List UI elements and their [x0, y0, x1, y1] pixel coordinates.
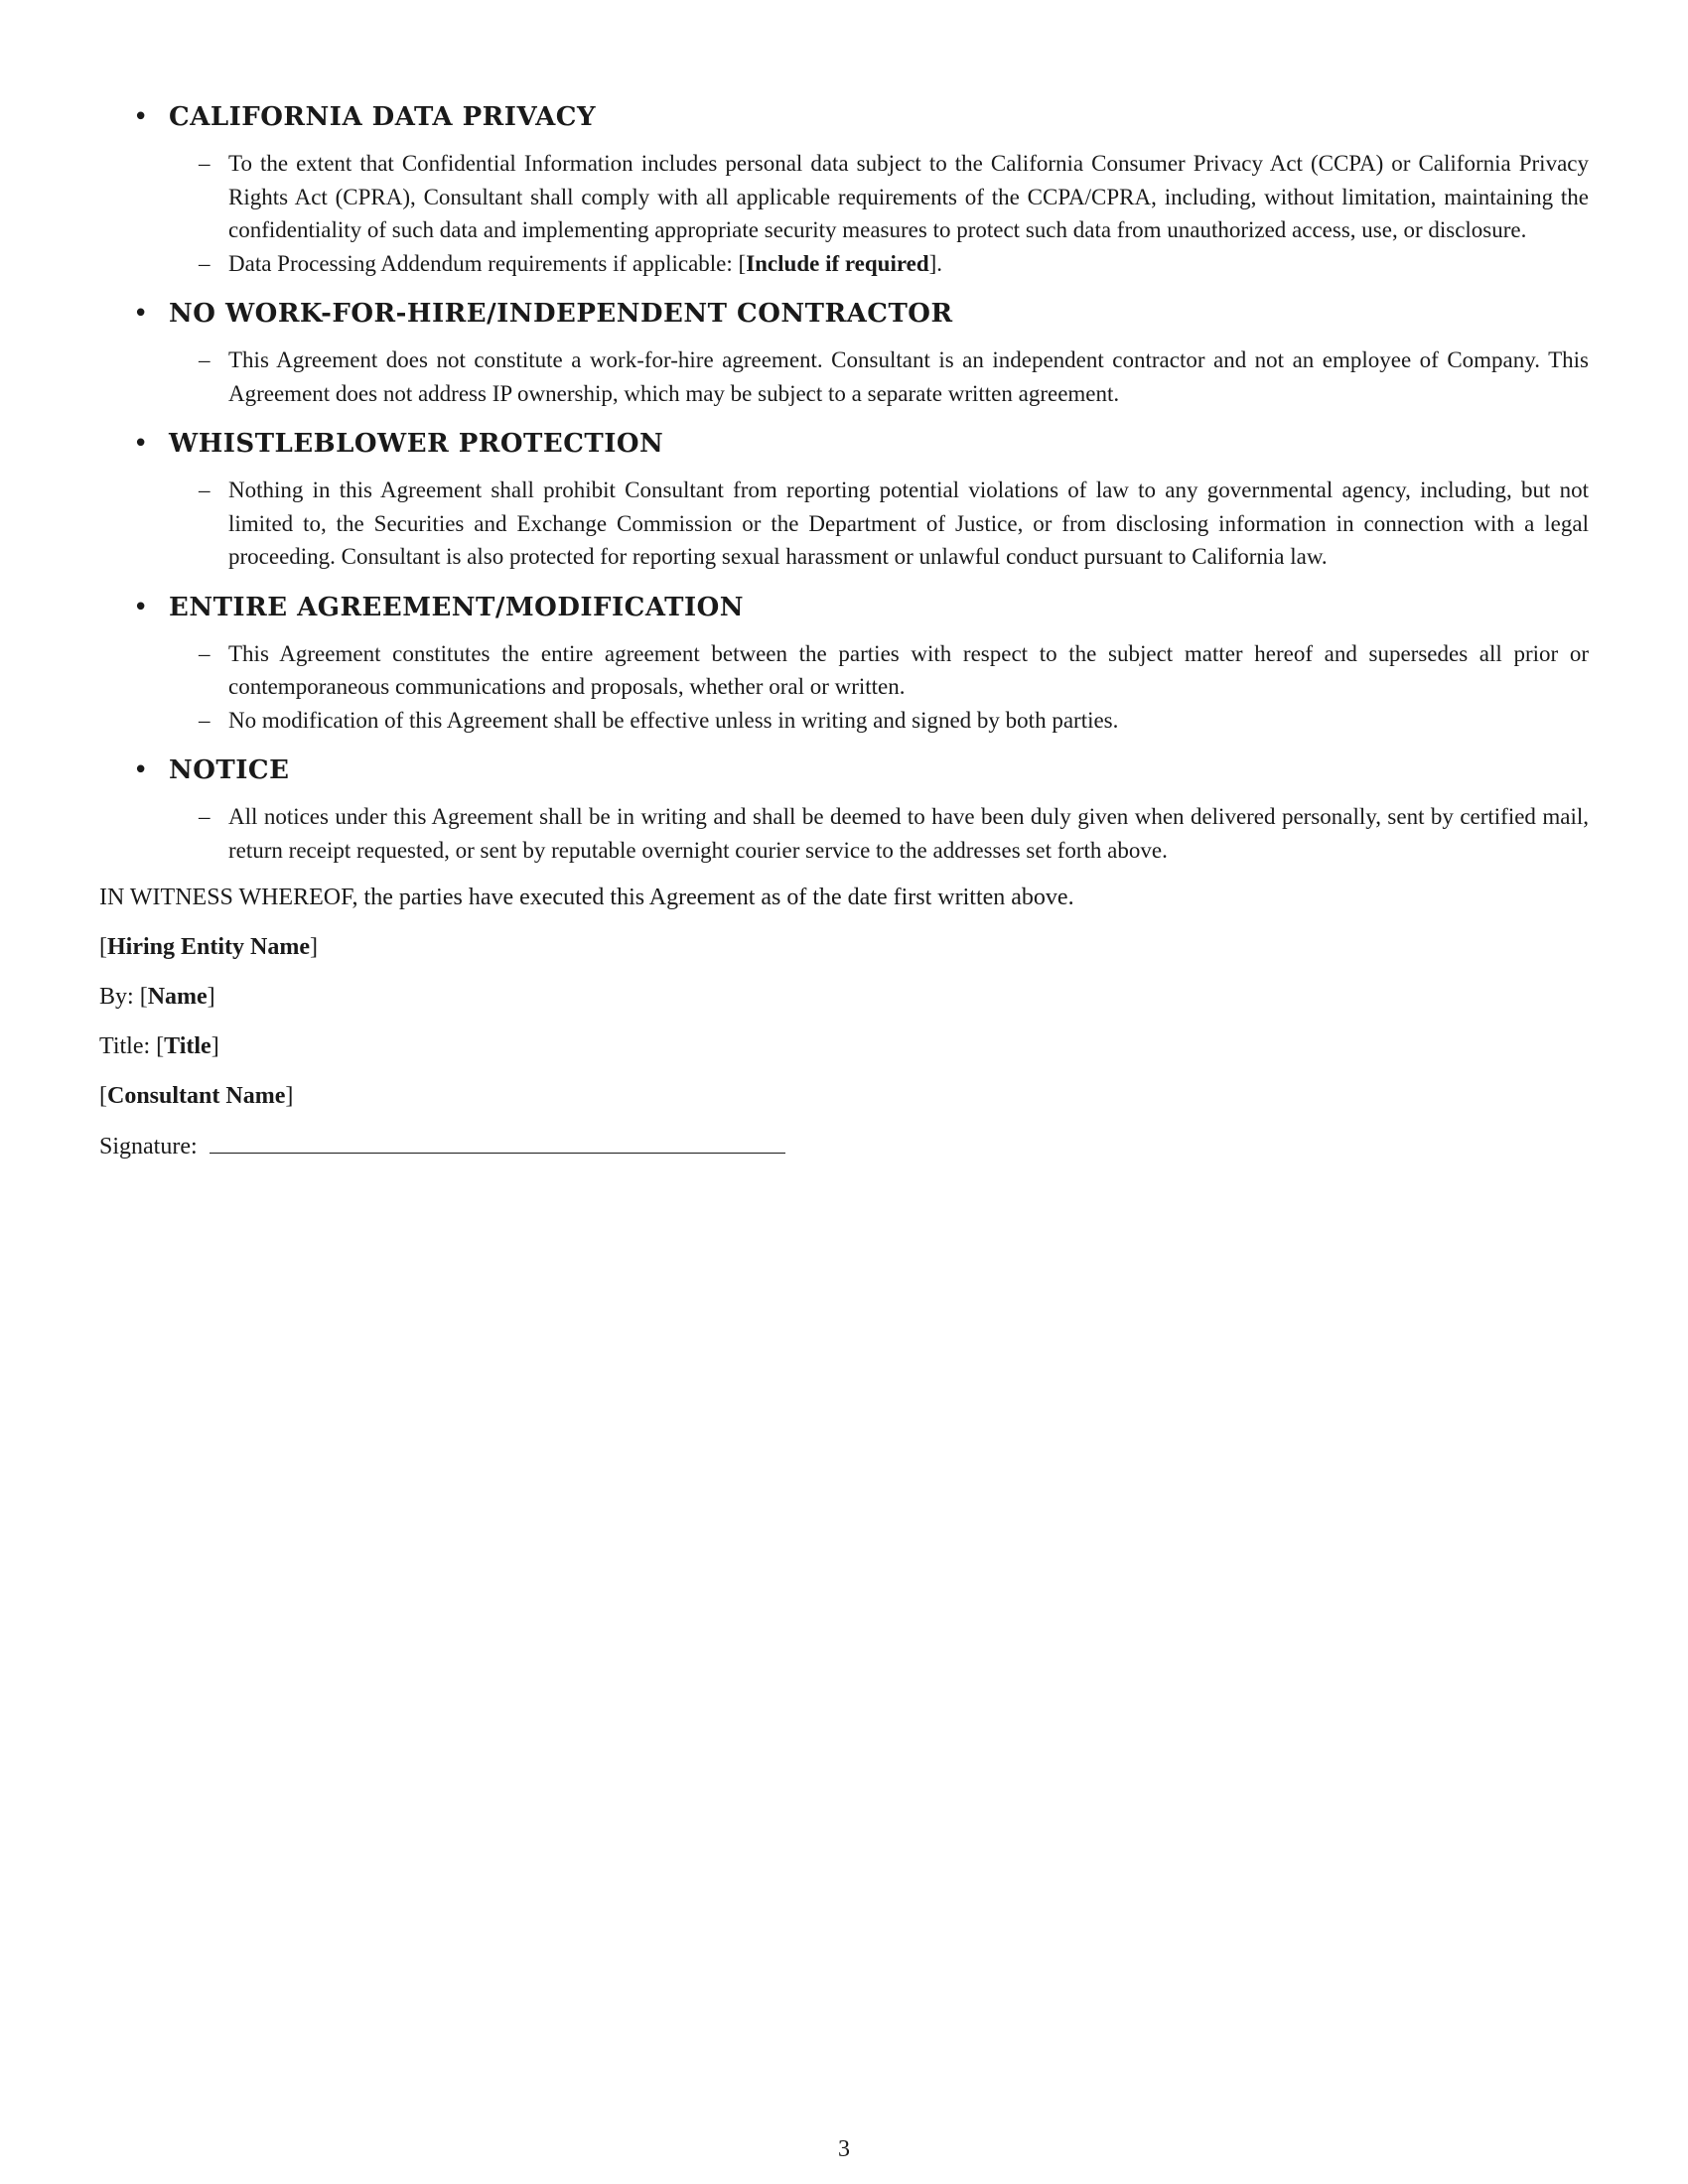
section-title: CALIFORNIA DATA PRIVACY	[169, 102, 597, 132]
bullet-icon: •	[133, 299, 149, 329]
section-notice	[99, 751, 1589, 867]
section-title: WHISTLEBLOWER PROTECTION	[169, 429, 664, 459]
section-items	[169, 800, 1589, 867]
list-item	[169, 343, 1589, 410]
section-no-work-for-hire	[99, 294, 1589, 410]
item-text-bold: Include if required	[746, 250, 929, 276]
by-label: By:	[99, 984, 134, 1010]
section-title: NOTICE	[169, 755, 290, 785]
bullet-icon: •	[133, 755, 149, 785]
item-text: To the extent that Confidential Information includes personal data subject to the California Consumer Privacy Act (CCPA) or California Privacy Rights Act (CPRA), Consultant shall comply with all applicable requirements of the CCPA/CPRA, including, without limitation, maintaining the confidentiality of such data and implementing appropriate security measures to protect such data from unauthorized access, use, or disclosure.	[228, 151, 1589, 242]
bullet-icon: •	[133, 102, 149, 132]
signature-label: Signature:	[99, 1134, 198, 1160]
item-text-suffix: ].	[928, 250, 943, 276]
list-item	[169, 704, 1589, 738]
by-line: By: [Name]	[99, 984, 215, 1010]
item-text-prefix: Data Processing Addendum requirements if applicable: [	[228, 250, 747, 276]
witness-paragraph: IN WITNESS WHEREOF, the parties have executed this Agreement as of the date first written above.	[99, 885, 1074, 910]
dash-icon: –	[199, 250, 211, 276]
title-label: Title:	[99, 1033, 151, 1059]
hiring-entity-name: Hiring Entity Name	[107, 934, 310, 960]
signature-line	[99, 1129, 1589, 1163]
section-items	[169, 147, 1589, 280]
list-item	[169, 800, 1589, 867]
dash-icon: –	[199, 707, 211, 733]
dash-icon: –	[199, 151, 211, 176]
section-items	[169, 343, 1589, 410]
list-item	[169, 247, 1589, 281]
section-title: NO WORK-FOR-HIRE/INDEPENDENT CONTRACTOR	[169, 299, 953, 329]
item-text: This Agreement constitutes the entire agreement between the parties with respect to the subject matter hereof and supersedes all prior or contemporaneous communications and proposals, whether oral or written.	[228, 640, 1589, 699]
consultant-line: [Consultant Name]	[99, 1083, 294, 1109]
consultant-name: Consultant Name	[107, 1083, 286, 1109]
section-title: ENTIRE AGREEMENT/MODIFICATION	[169, 592, 745, 622]
list-item	[169, 147, 1589, 247]
title-line: Title: [Title]	[99, 1033, 219, 1059]
item-text: All notices under this Agreement shall be in writing and shall be deemed to have been duly given when delivered personally, sent by certified mail, return receipt requested, or sent by reputable overnight courier service to the addresses set forth above.	[228, 804, 1589, 863]
by-name: Name	[147, 984, 208, 1010]
item-text: Nothing in this Agreement shall prohibit Consultant from reporting potential violations of law to any governmental agency, including, but not limited to, the Securities and Exchange Commission or the Department of Justice, or from disclosing information in connection with a legal proceeding. Consultant is also protected for reporting sexual harassment or unlawful conduct pursuant to California law.	[228, 478, 1589, 569]
list-item	[169, 474, 1589, 574]
item-text: This Agreement does not constitute a work-for-hire agreement. Consultant is an independent contractor and not an employee of Company. This Agreement does not address IP ownership, which may be subject to a separate written agreement.	[228, 347, 1589, 406]
dash-icon: –	[199, 347, 211, 372]
section-california-data-privacy	[99, 97, 1589, 280]
bullet-icon: •	[133, 429, 149, 459]
bullet-icon: •	[133, 592, 149, 622]
list-item	[169, 637, 1589, 704]
dash-icon: –	[199, 640, 211, 666]
section-items	[169, 474, 1589, 574]
hiring-entity-line: [Hiring Entity Name]	[99, 934, 318, 960]
document-page	[99, 97, 1589, 1179]
section-whistleblower-protection	[99, 424, 1589, 574]
title-value: Title	[164, 1033, 211, 1059]
section-entire-agreement	[99, 588, 1589, 738]
section-list	[99, 97, 1589, 867]
dash-icon: –	[199, 478, 211, 502]
item-text: No modification of this Agreement shall be effective unless in writing and signed by both parties.	[228, 707, 1119, 733]
dash-icon: –	[199, 804, 211, 829]
section-items	[169, 637, 1589, 738]
signature-field[interactable]	[210, 1129, 785, 1154]
page-number: 3	[838, 2136, 850, 2162]
